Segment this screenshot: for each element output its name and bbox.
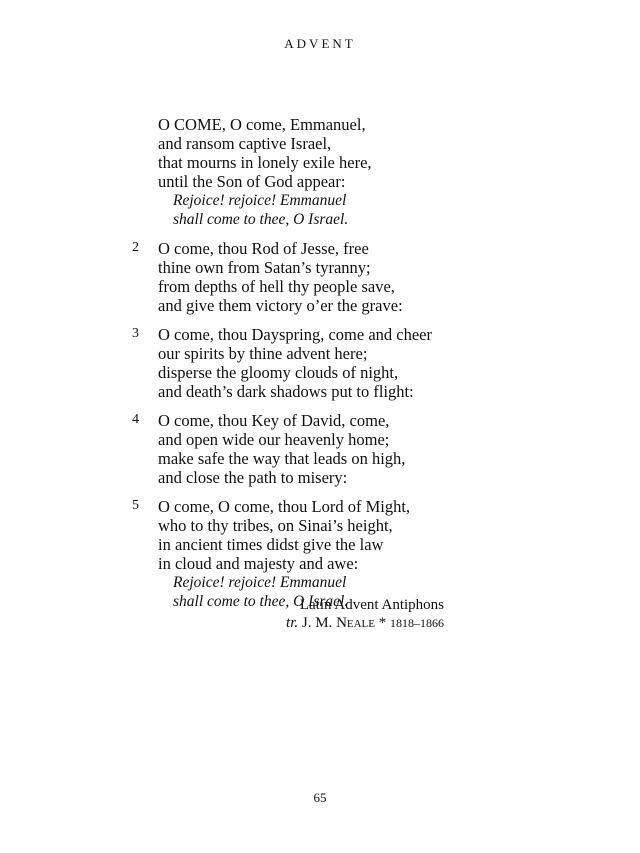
verse-line: in ancient times didst give the law	[158, 535, 384, 554]
verse-number: 5	[132, 498, 139, 513]
refrain-line: shall come to thee, O Israel.	[173, 211, 349, 228]
verse-2	[132, 239, 532, 315]
verse-line: our spirits by thine advent here;	[158, 344, 368, 363]
verse-line: thine own from Satan’s tyranny;	[158, 258, 371, 277]
source-line: Latin Advent Antiphons	[299, 597, 444, 613]
translator-surname: Neale	[336, 615, 375, 631]
verse-line: and death’s dark shadows put to flight:	[158, 382, 414, 401]
verse-line: and ransom captive Israel,	[158, 134, 332, 153]
verse-line: until the Son of God appear:	[158, 172, 346, 191]
verse-line: and give them victory o’er the grave:	[158, 296, 403, 315]
page-number: 65	[313, 790, 327, 805]
attribution	[280, 596, 444, 632]
verse-line: in cloud and majesty and awe:	[158, 554, 359, 573]
verse-3	[132, 325, 532, 401]
translator-dates: 1818–1866	[390, 616, 444, 630]
verse-line: O come, thou Dayspring, come and cheer	[158, 325, 432, 344]
verse-line: disperse the gloomy clouds of night,	[158, 363, 399, 382]
refrain-line: Rejoice! rejoice! Emmanuel	[173, 574, 347, 591]
refrain-line: Rejoice! rejoice! Emmanuel	[173, 192, 347, 209]
translator-initials: J. M.	[301, 615, 333, 631]
verse-line: O COME, O come, Emmanuel,	[158, 115, 366, 134]
verse-line: from depths of hell thy people save,	[158, 277, 395, 296]
translator-prefix: tr.	[286, 615, 299, 631]
verse-line: who to thy tribes, on Sinai’s height,	[158, 516, 393, 535]
verse-number: 3	[132, 326, 139, 341]
translator-line	[280, 614, 444, 632]
verse-4	[132, 411, 532, 487]
verse-number: 4	[132, 412, 139, 427]
verse-line: and open wide our heavenly home;	[158, 430, 390, 449]
verse-line: and close the path to misery:	[158, 468, 348, 487]
verse-1	[132, 115, 532, 229]
asterisk-mark: *	[378, 615, 387, 631]
section-heading: ADVENT	[284, 36, 356, 51]
refrain-line: shall come to thee, O Israel.	[173, 593, 349, 610]
verse-line: O come, thou Key of David, come,	[158, 411, 390, 430]
verse-line: O come, thou Rod of Jesse, free	[158, 239, 369, 258]
verse-5	[132, 497, 532, 611]
verse-line: that mourns in lonely exile here,	[158, 153, 372, 172]
verse-number: 2	[132, 240, 139, 255]
hymn-text	[132, 115, 532, 621]
verse-line: make safe the way that leads on high,	[158, 449, 406, 468]
verse-line: O come, O come, thou Lord of Might,	[158, 497, 411, 516]
